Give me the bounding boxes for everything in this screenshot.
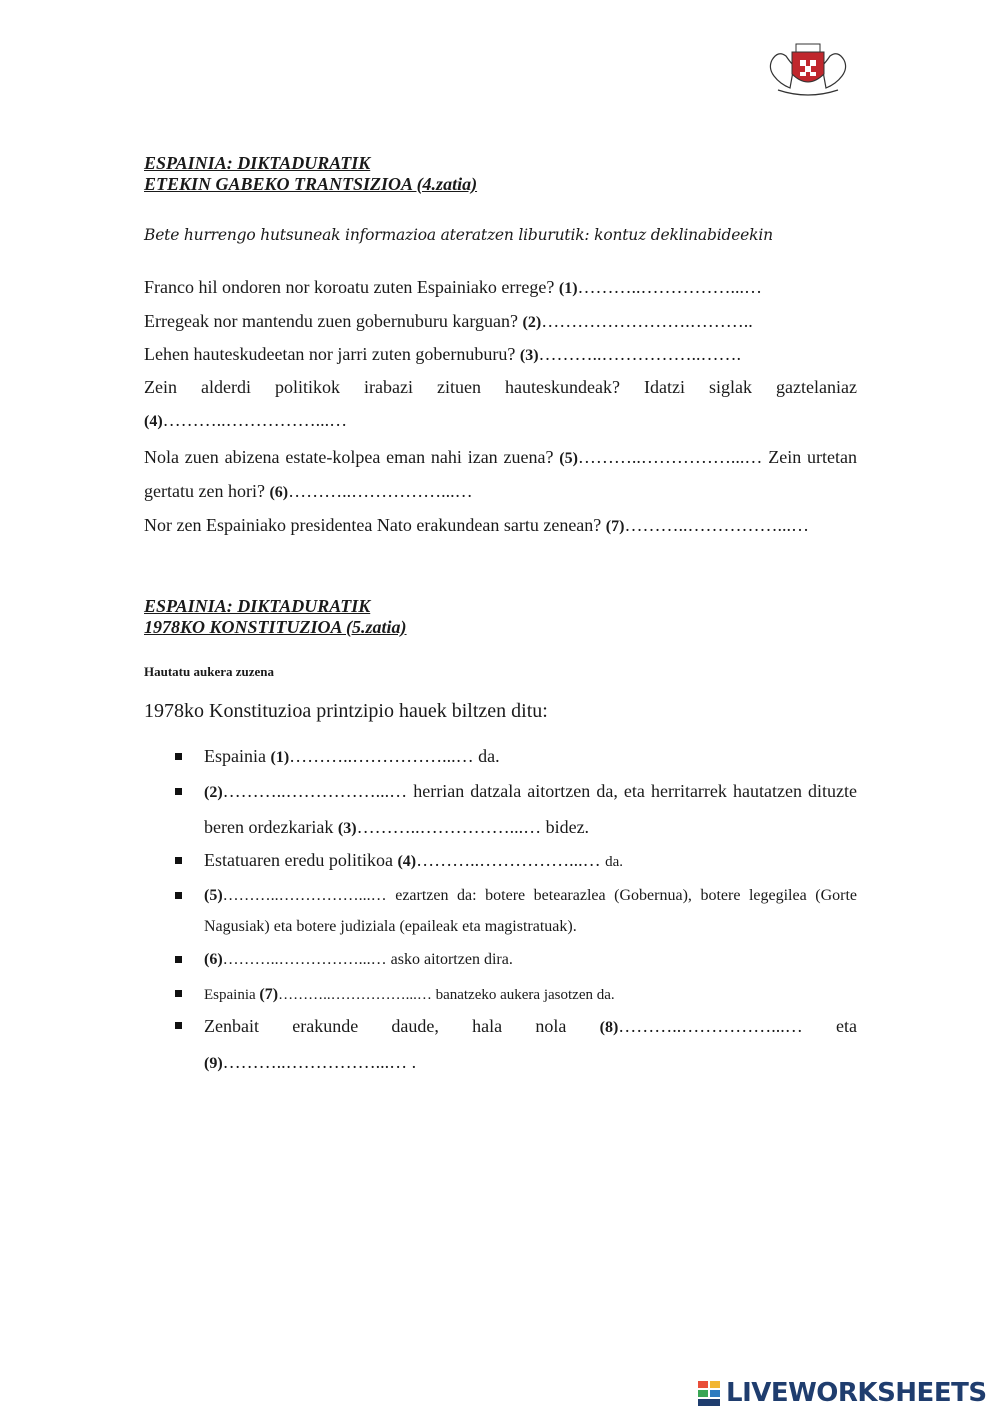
section2-title xyxy=(144,596,407,638)
liveworksheets-brand: LIVEWORKSHEETS xyxy=(726,1378,987,1408)
section1-title xyxy=(144,153,477,195)
blank-number: (1) xyxy=(270,749,290,766)
answer-blank[interactable]: ………..……………...… xyxy=(278,987,432,1003)
blank-number: (8) xyxy=(599,1019,619,1036)
list-item-2 xyxy=(204,774,857,846)
blank-number: (1) xyxy=(558,280,578,297)
question-5 xyxy=(144,441,857,509)
question-4 xyxy=(144,371,857,438)
section2-instruction: Hautatu aukera zuzena xyxy=(144,664,274,679)
answer-blank[interactable]: ………..……………...… xyxy=(356,817,542,837)
liveworksheets-logo-icon xyxy=(698,1381,722,1407)
item-text: herrian datzala aitortzen da, eta herritarrek hautatzen dituzte beren ordezkariak xyxy=(204,781,858,837)
answer-blank[interactable]: ………..……………...… xyxy=(222,887,387,904)
list-item-1 xyxy=(204,739,857,775)
blank-number: (6) xyxy=(204,951,223,968)
answer-blank[interactable]: ………..……………...… xyxy=(289,746,474,766)
blank-number: (7) xyxy=(605,518,625,535)
blank-number: (3) xyxy=(337,820,357,837)
question-text: Franco hil ondoren nor koroatu zuten Espainiako errege? xyxy=(144,277,555,297)
bullet-icon xyxy=(175,788,182,795)
bullet-icon xyxy=(175,956,182,963)
answer-blank[interactable]: ………..……………...… xyxy=(577,277,763,297)
answer-blank[interactable]: …………………….……….. xyxy=(541,311,753,331)
blank-number: (5) xyxy=(559,450,578,467)
list-item-6 xyxy=(204,977,857,1013)
section1-title-line1: ESPAINIA: DIKTADURATIK xyxy=(144,153,371,173)
question-text: Zein urtetan gertatu zen hori? xyxy=(144,447,858,501)
answer-blank[interactable]: ………..……………...… xyxy=(222,1052,408,1072)
item-text: banatzeko aukera jasotzen da. xyxy=(435,987,615,1003)
item-text: da. xyxy=(478,746,500,766)
item-text: Espainia xyxy=(204,987,256,1003)
blank-number: (3) xyxy=(519,347,539,364)
list-item-5 xyxy=(204,944,857,975)
item-text: ezartzen da: botere betearazlea (Gobernua), botere legegilea (Gorte Nagusiak) eta botere judiziala (epaileak eta magistratuak). xyxy=(204,887,858,935)
item-text: asko aitortzen dira. xyxy=(390,951,513,968)
blank-number: (4) xyxy=(144,413,163,430)
blank-number: (2) xyxy=(204,784,223,801)
question-7 xyxy=(144,509,857,543)
question-1 xyxy=(144,271,857,305)
answer-blank[interactable]: ………..……………...… xyxy=(222,951,387,968)
section2-intro: 1978ko Konstituzioa printzipio hauek biltzen ditu: xyxy=(144,700,548,722)
answer-blank[interactable]: ………..……………...… xyxy=(288,481,473,501)
answer-blank[interactable]: ………..……………...… xyxy=(222,781,408,801)
item-text: eta xyxy=(836,1016,858,1036)
answer-blank[interactable]: ………..……………...… xyxy=(162,410,348,430)
section2-title-line2: 1978KO KONSTITUZIOA (5.zatia) xyxy=(144,617,407,637)
blank-number: (6) xyxy=(269,484,289,501)
question-2 xyxy=(144,305,857,339)
item-text: Espainia xyxy=(204,746,266,766)
blank-number: (9) xyxy=(204,1055,223,1072)
section1-instruction: Bete hurrengo hutsuneak informazioa ateratzen liburutik: kontuz deklinabideekin xyxy=(144,226,773,244)
section2-title-line1: ESPAINIA: DIKTADURATIK xyxy=(144,596,371,616)
section1-title-line2: ETEKIN GABEKO TRANTSIZIOA (4.zatia) xyxy=(144,174,478,194)
list-item-3 xyxy=(204,843,857,880)
question-3 xyxy=(144,338,857,372)
answer-blank[interactable]: ………..……………...… xyxy=(416,850,601,870)
question-text: Zein alderdi politikok irabazi zituen hauteskundeak? Idatzi siglak gaztelaniaz xyxy=(144,377,857,397)
item-text: da. xyxy=(605,854,624,870)
question-text: Erregeak nor mantendu zuen gobernuburu karguan? xyxy=(144,311,519,331)
blank-number: (4) xyxy=(397,853,417,870)
blank-number: (5) xyxy=(204,887,223,904)
blank-number: (7) xyxy=(259,986,279,1003)
list-item-4 xyxy=(204,880,857,942)
bullet-icon xyxy=(175,1022,182,1029)
answer-blank[interactable]: ………..……………...… xyxy=(577,447,763,467)
question-text: Lehen hauteskudeetan nor jarri zuten gobernuburu? xyxy=(144,344,516,364)
item-text: bidez. xyxy=(545,817,590,837)
bullet-icon xyxy=(175,753,182,760)
question-text: Nor zen Espainiako presidentea Nato erakundean sartu zenean? xyxy=(144,515,602,535)
list-item-7 xyxy=(204,1009,857,1081)
blank-number: (2) xyxy=(522,314,542,331)
bullet-icon xyxy=(175,857,182,864)
question-text: Nola zuen abizena estate-kolpea eman nahi izan zuena? xyxy=(144,447,554,467)
item-text: . xyxy=(411,1052,417,1072)
coat-of-arms-icon xyxy=(764,40,852,98)
answer-blank[interactable]: ………..……………...… xyxy=(624,515,809,535)
item-text: Estatuaren eredu politikoa xyxy=(204,850,393,870)
answer-blank[interactable]: ………..……………...… xyxy=(618,1016,803,1036)
answer-blank[interactable]: ………..……………..……. xyxy=(538,344,742,364)
item-text: Zenbait erakunde daude, hala nola xyxy=(204,1016,567,1036)
bullet-icon xyxy=(175,892,182,899)
bullet-icon xyxy=(175,990,182,997)
